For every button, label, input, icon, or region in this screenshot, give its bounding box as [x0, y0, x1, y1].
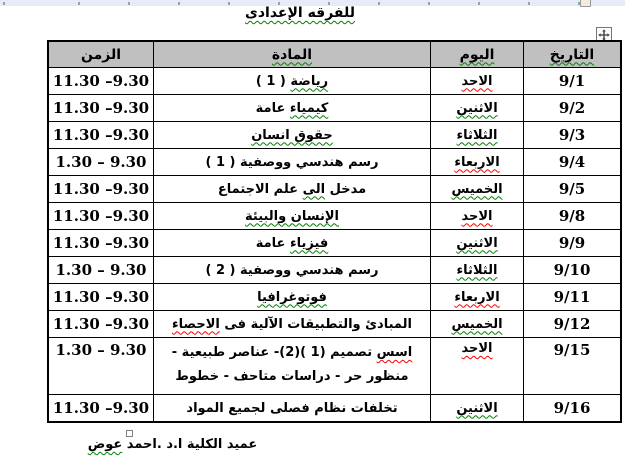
date-cell[interactable]: [524, 176, 622, 203]
header-day-text: اليوم: [459, 46, 495, 63]
day-cell[interactable]: [431, 122, 524, 149]
day-cell[interactable]: [431, 338, 524, 395]
time-cell[interactable]: [48, 149, 154, 176]
time-cell[interactable]: [48, 176, 154, 203]
time-text: 1.30 – 9.30: [55, 153, 147, 171]
day-text: الخميس: [451, 316, 503, 332]
day-text: الاحد: [461, 73, 493, 89]
subject-cell[interactable]: [154, 338, 431, 395]
page-title[interactable]: [0, 5, 600, 21]
date-text: 9/1: [558, 72, 586, 90]
day-text: الاثنين: [456, 400, 498, 416]
day-text: الاثنين: [456, 235, 498, 251]
date-cell[interactable]: [524, 68, 622, 95]
time-text: 11.30 –9.30: [52, 207, 150, 225]
date-text: 9/9: [558, 234, 586, 252]
subject-text: فيزياء: [289, 235, 329, 251]
subject-text: فوتوغرافيا: [257, 289, 327, 305]
day-text: الخميس: [451, 181, 503, 197]
table-row: [48, 149, 621, 176]
date-text: 9/5: [558, 180, 586, 198]
time-text: 11.30 –9.30: [52, 126, 150, 144]
time-cell[interactable]: [48, 311, 154, 338]
subject-cell[interactable]: [154, 68, 431, 95]
date-cell[interactable]: [524, 338, 622, 395]
page-title-text: للفرقه الإعدادى: [245, 5, 355, 21]
dean-signature[interactable]: [70, 437, 275, 452]
header-day[interactable]: [431, 41, 524, 68]
subject-text: علم الاجتماع: [217, 181, 303, 197]
subject-cell[interactable]: [154, 176, 431, 203]
time-cell[interactable]: [48, 203, 154, 230]
time-cell[interactable]: [48, 338, 154, 395]
table-row: [48, 338, 621, 395]
time-text: 11.30 –9.30: [52, 180, 150, 198]
signature-text: عميد الكلية ا.د .احمد: [122, 437, 258, 452]
signature-text: عوض: [87, 437, 123, 452]
time-text: 11.30 –9.30: [52, 234, 150, 252]
date-text: 9/12: [553, 315, 591, 333]
subject-text: ( 1 ): [255, 73, 291, 89]
day-cell[interactable]: [431, 149, 524, 176]
date-text: 9/8: [558, 207, 586, 225]
subject-text: اسس: [376, 345, 413, 360]
day-cell[interactable]: [431, 68, 524, 95]
date-cell[interactable]: [524, 230, 622, 257]
date-text: 9/16: [553, 399, 591, 417]
day-cell[interactable]: [431, 95, 524, 122]
table-row: [48, 230, 621, 257]
subject-cell[interactable]: [154, 122, 431, 149]
date-text: 9/4: [558, 153, 586, 171]
schedule-table: [47, 40, 622, 423]
subject-cell[interactable]: [154, 95, 431, 122]
date-cell[interactable]: [524, 257, 622, 284]
date-text: 9/10: [553, 261, 591, 279]
subject-cell[interactable]: [154, 149, 431, 176]
subject-cell[interactable]: [154, 311, 431, 338]
day-text: الثلاثاء: [456, 127, 498, 143]
time-cell[interactable]: [48, 230, 154, 257]
table-row: [48, 395, 621, 423]
date-text: 9/11: [553, 288, 591, 306]
time-cell[interactable]: [48, 68, 154, 95]
date-text: 9/15: [553, 341, 591, 359]
subject-text: رياضة: [290, 73, 329, 89]
subject-cell[interactable]: [154, 395, 431, 423]
time-cell[interactable]: [48, 122, 154, 149]
time-cell[interactable]: [48, 395, 154, 423]
table-row: [48, 203, 621, 230]
time-cell[interactable]: [48, 95, 154, 122]
time-text: 11.30 –9.30: [52, 288, 150, 306]
day-text: الثلاثاء: [456, 262, 498, 278]
subject-text: المبادئ والتطبيقات الآلية فى: [219, 316, 412, 332]
subject-cell[interactable]: [154, 284, 431, 311]
header-subject-text: المادة: [271, 46, 313, 63]
date-cell[interactable]: [524, 284, 622, 311]
table-row: [48, 257, 621, 284]
time-cell[interactable]: [48, 257, 154, 284]
header-date-text: التاريخ: [549, 46, 595, 63]
day-text: الاثنين: [456, 100, 498, 116]
table-row: [48, 122, 621, 149]
date-text: 9/2: [558, 99, 586, 117]
time-text: 11.30 –9.30: [52, 315, 150, 333]
subject-text: رسم هندسي ووصفية ( 1 ): [205, 154, 379, 170]
date-cell[interactable]: [524, 122, 622, 149]
date-cell[interactable]: [524, 311, 622, 338]
time-text: 1.30 – 9.30: [55, 261, 147, 279]
subject-text: تخلفات نظام فصلى لجميع المواد: [186, 400, 398, 416]
table-row: [48, 95, 621, 122]
subject-text: رسم هندسي ووصفية ( 2 ): [205, 262, 379, 278]
header-row: [48, 41, 621, 68]
subject-cell[interactable]: [154, 230, 431, 257]
subject-text: الإنسان والبيئة: [245, 208, 339, 224]
time-text: 11.30 –9.30: [52, 399, 150, 417]
date-cell[interactable]: [524, 203, 622, 230]
table-row: [48, 284, 621, 311]
table-row: [48, 68, 621, 95]
header-time[interactable]: [48, 41, 154, 68]
subject-text: حقوق انسان: [251, 127, 333, 143]
date-cell[interactable]: [524, 95, 622, 122]
subject-text: الاحصاء: [172, 316, 220, 332]
day-cell[interactable]: [431, 203, 524, 230]
subject-text: الى: [302, 181, 326, 197]
subject-text: عامة: [255, 235, 290, 251]
day-cell[interactable]: [431, 257, 524, 284]
day-cell[interactable]: [431, 284, 524, 311]
header-time-text: الزمن: [80, 46, 122, 63]
date-text: 9/3: [558, 126, 586, 144]
table-row: [48, 176, 621, 203]
subject-text: عامة: [255, 100, 290, 116]
day-cell[interactable]: [431, 176, 524, 203]
header-date[interactable]: [524, 41, 622, 68]
header-subject[interactable]: [154, 41, 431, 68]
time-text: 11.30 –9.30: [52, 99, 150, 117]
subject-cell[interactable]: [154, 203, 431, 230]
day-cell[interactable]: [431, 230, 524, 257]
schedule-body: [48, 68, 621, 423]
table-resize-handle-icon[interactable]: [126, 430, 133, 437]
day-cell[interactable]: [431, 311, 524, 338]
table-row: [48, 311, 621, 338]
time-cell[interactable]: [48, 284, 154, 311]
subject-text: كيمياء: [289, 100, 329, 116]
day-text: الاحد: [461, 208, 493, 224]
subject-text: مدخل: [325, 181, 367, 197]
day-text: الاربعاء: [454, 289, 500, 305]
day-text: الاحد: [461, 341, 493, 356]
date-cell[interactable]: [524, 149, 622, 176]
time-text: 11.30 –9.30: [52, 72, 150, 90]
subject-cell[interactable]: [154, 257, 431, 284]
subject-text: تصميم (1 )(2)- عناصر طبيعية - منظور حر - دراسات متاحف - خطوط: [171, 345, 409, 384]
day-text: الاربعاء: [454, 154, 500, 170]
date-cell[interactable]: [524, 395, 622, 423]
day-cell[interactable]: [431, 395, 524, 423]
time-text: 1.30 – 9.30: [55, 341, 147, 359]
